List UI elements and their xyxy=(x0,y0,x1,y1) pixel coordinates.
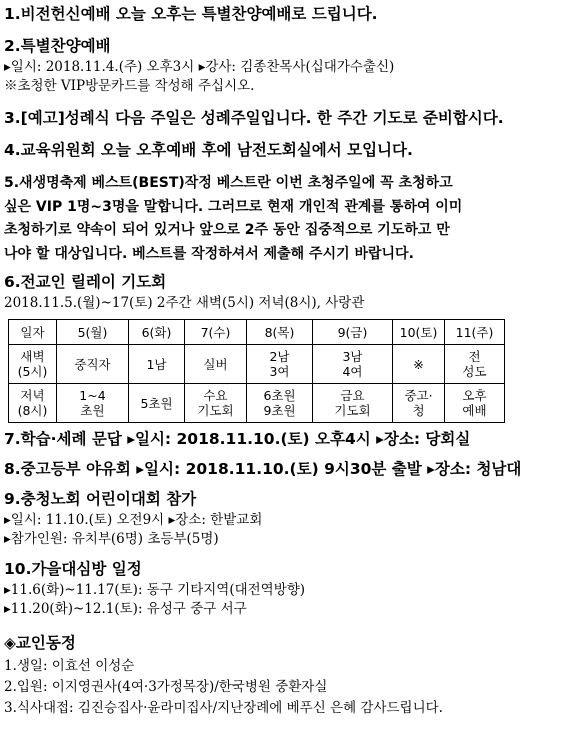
table-header-row xyxy=(9,320,505,345)
table-cell: ※ xyxy=(393,345,445,384)
table-row xyxy=(9,384,505,423)
notice-8: 8.중고등부 야유회 ▸일시: 2018.11.10.(토) 9시30분 출발 ▸장소: 청남대 xyxy=(4,460,522,478)
notice-3: 3.[예고]성례식 다음 주일은 성례주일입니다. 한 주간 기도로 준비합시다. xyxy=(4,109,504,127)
table-cell: 전 성도 xyxy=(445,345,505,384)
table-cell: 1~4 초원 xyxy=(57,384,129,423)
notice-5-line: 5.새생명축제 베스트(BEST)작정 베스트란 이번 초청주일에 꼭 초청하고 xyxy=(4,175,453,191)
table-cell: 수요 기도회 xyxy=(185,384,247,423)
table-header-cell: 5(월) xyxy=(57,320,129,345)
member-news xyxy=(4,633,556,719)
table-cell: 6초원 9초원 xyxy=(247,384,313,423)
table-header-cell: 8(목) xyxy=(247,320,313,345)
table-cell: 금요 기도회 xyxy=(313,384,393,423)
table-cell: 실버 xyxy=(185,345,247,384)
table-header-cell: 10(토) xyxy=(393,320,445,345)
table-cell: 2남 3여 xyxy=(247,345,313,384)
table-cell: 중직자 xyxy=(57,345,129,384)
member-news-meal: 3.식사대접: 김진승집사·윤라미집사/지난장례에 베푸신 은혜 감사드립니다. xyxy=(4,700,443,716)
table-header-cell: 9(금) xyxy=(313,320,393,345)
notice-9 xyxy=(4,489,556,549)
table-cell: 중고· 청 xyxy=(393,384,445,423)
notice-2-title: 2.특별찬양예배 xyxy=(4,37,111,55)
notice-9-participants: ▸참가인원: 유치부(6명) 초등부(5명) xyxy=(4,531,219,547)
notice-2-schedule: ▸일시: 2018.11.4.(주) 오후3시 ▸강사: 김종찬목사(십대가수출신) xyxy=(4,59,395,75)
table-row xyxy=(9,345,505,384)
notice-9-title: 9.충청노회 어린이대회 참가 xyxy=(4,490,197,508)
notice-5-line: 싶은 VIP 1명~3명을 말합니다. 그러므로 현재 개인적 관계를 통하여 이미 xyxy=(4,198,463,215)
table-cell: 1남 xyxy=(129,345,185,384)
bulletin-page xyxy=(4,4,556,719)
table-header-cell: 일자 xyxy=(9,320,57,345)
table-cell: 새벽 (5시) xyxy=(9,345,57,384)
notice-5 xyxy=(4,172,556,266)
notice-10-visit-2: ▸11.20(화)~12.1(토): 유성구 중구 서구 xyxy=(4,601,247,617)
notice-7: 7.학습·세례 문답 ▸일시: 2018.11.10.(토) 오후4시 ▸장소: 당회실 xyxy=(4,430,471,448)
table-cell: 3남 4여 xyxy=(313,345,393,384)
notice-6-period: 2018.11.5.(월)~17(토) 2주간 새벽(5시) 저녁(8시), 사랑관 xyxy=(4,295,365,311)
notice-10-title: 10.가을대심방 일정 xyxy=(4,560,142,578)
notice-1: 1.비전헌신예배 오늘 오후는 특별찬양예배로 드립니다. xyxy=(4,5,378,23)
table-cell: 저녁 (8시) xyxy=(9,384,57,423)
table-header-cell: 11(주) xyxy=(445,320,505,345)
member-news-hospital: 2.입원: 이지영권사(4여·3가정목장)/한국병원 중환자실 xyxy=(4,679,328,695)
notice-10-visit-1: ▸11.6(화)~11.17(토): 동구 기타지역(대전역방향) xyxy=(4,582,306,598)
notice-2 xyxy=(4,36,556,96)
table-header-cell: 6(화) xyxy=(129,320,185,345)
member-news-title: ◈교인동정 xyxy=(4,634,76,652)
notice-2-note: ※초청한 VIP방문카드를 작성해 주십시오. xyxy=(4,78,255,94)
member-news-birthday: 1.생일: 이효선 이성순 xyxy=(4,658,135,674)
notice-10 xyxy=(4,559,556,619)
notice-5-line: 나야 할 대상입니다. 베스트를 작정하셔서 제출해 주시기 바랍니다. xyxy=(4,245,414,262)
prayer-schedule-table xyxy=(8,319,505,423)
notice-6 xyxy=(4,272,556,423)
notice-4: 4.교육위원회 오늘 오후예배 후에 남전도회실에서 모입니다. xyxy=(4,141,413,159)
table-cell: 5초원 xyxy=(129,384,185,423)
notice-9-schedule: ▸일시: 11.10.(토) 오전9시 ▸장소: 한밭교회 xyxy=(4,512,263,528)
table-header-cell: 7(수) xyxy=(185,320,247,345)
table-cell: 오후 예배 xyxy=(445,384,505,423)
notice-5-line: 초청하기로 약속이 되어 있거나 앞으로 2주 동안 집중적으로 기도하고 만 xyxy=(4,222,450,238)
notice-6-title: 6.전교인 릴레이 기도회 xyxy=(4,273,167,291)
